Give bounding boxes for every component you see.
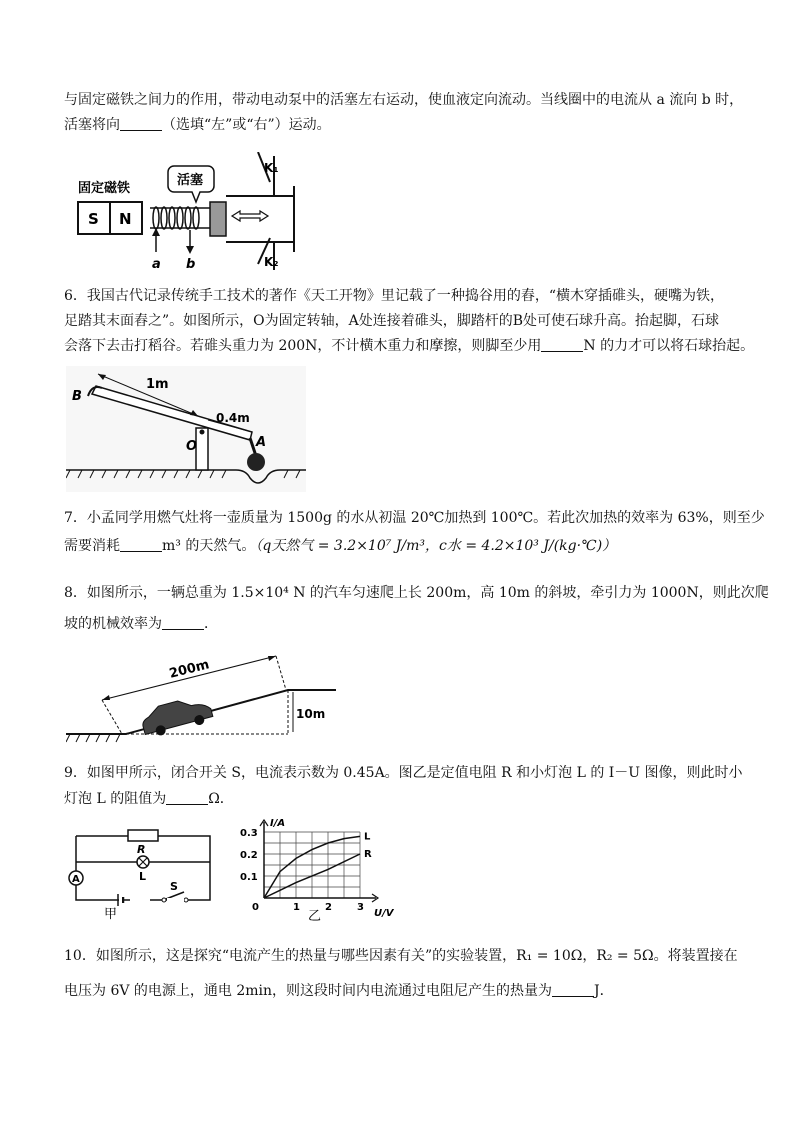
piston-label: 活塞	[177, 173, 204, 188]
y-tick-label: 0.3	[240, 828, 258, 839]
wire-a: a	[152, 257, 161, 270]
resistor-r	[128, 830, 158, 841]
q8-line1: 8．如图所示，一辆总重为 1.5×10⁴ N 的汽车匀速爬上长 200m，高 10m 的斜坡，牵引力为 1000N，则此次爬	[64, 585, 769, 601]
series-l-label: L	[364, 831, 371, 843]
point-o: O	[186, 439, 198, 454]
pump-figure	[74, 152, 304, 270]
length-04m: 0.4m	[216, 411, 250, 425]
graph-ticks	[240, 828, 364, 913]
s-pole: S	[88, 210, 99, 228]
switch-s	[166, 892, 184, 899]
q5-line1: 与固定磁铁之间力的作用，带动电动泵中的活塞左右运动，使血液定向流动。当线圈中的电流从 a 流向 b 时，	[64, 92, 744, 108]
double-arrow-icon	[232, 211, 268, 221]
iu-graph	[236, 812, 406, 924]
k2-label: K₂	[264, 255, 279, 269]
q6-line1: 6．我国古代记录传统手工技术的著作《天工开物》里记载了一种捣谷用的舂，“横木穿插碓头，硬嘴为铁，	[64, 288, 725, 304]
circuit-figure	[66, 826, 216, 920]
answer-blank[interactable]	[552, 982, 594, 997]
length-1m: 1m	[146, 377, 169, 392]
q9-line1: 9．如图甲所示，闭合开关 S，电流表示数为 0.45A。图乙是定值电阻 R 和小灯泡 L 的 I－U 图像，则此时小	[64, 765, 743, 781]
x-tick-label: 1	[293, 902, 300, 913]
q7-line2: 需要消耗 m³ 的天然气。（q天然气 = 3.2×10⁷ J/m³，c水 = 4.2×10³ J/(kg·℃)）	[64, 538, 617, 554]
graph-grid	[264, 832, 360, 898]
answer-blank[interactable]	[162, 615, 204, 630]
k1-label: K₁	[264, 161, 279, 175]
x-tick-label: 3	[357, 902, 364, 913]
q5-line2: 活塞将向 （选填“左”或“右”）运动。	[64, 117, 331, 133]
q8-line2: 坡的机械效率为 ．	[64, 616, 218, 632]
y-tick-label: 0.1	[240, 872, 258, 883]
x-tick-label: 2	[325, 902, 332, 913]
coil	[150, 207, 210, 229]
point-a: A	[256, 435, 267, 450]
point-b: B	[72, 389, 82, 404]
label-s: S	[170, 880, 178, 893]
lever-figure	[66, 366, 306, 492]
car-icon	[139, 693, 214, 739]
y-tick-label: 0.2	[240, 850, 258, 861]
label-a: A	[72, 874, 80, 885]
q10-line2: 电压为 6V 的电源上，通电 2min，则这段时间内电流通过电阻尼产生的热量为 J．	[64, 983, 614, 999]
caption-jia: 甲	[104, 907, 118, 920]
stone-ball	[247, 453, 265, 471]
slope-length: 200m	[167, 657, 211, 682]
q6-line3: 会落下去击打稻谷。若碓头重力为 200N，不计横木重力和摩擦，则脚至少用 N 的力才可以将石球抬起。	[64, 338, 755, 354]
x-axis-label: U/V	[374, 908, 394, 919]
slope-height: 10m	[296, 707, 326, 721]
answer-blank[interactable]	[120, 537, 162, 552]
magnet-label: 固定磁铁	[78, 181, 131, 196]
answer-blank[interactable]	[120, 116, 162, 131]
formula-constants: （q天然气 = 3.2×10⁷ J/m³，c水 = 4.2×10³ J/(kg·℃)）	[255, 538, 617, 554]
q7-line1: 7．小孟同学用燃气灶将一壶质量为 1500g 的水从初温 20℃加热到 100℃。若此次加热的效率为 63%，则至少	[64, 510, 765, 526]
y-axis-label: I/A	[270, 818, 286, 829]
caption-yi: 乙	[308, 909, 322, 924]
x-tick-label: 0	[252, 902, 259, 913]
piston	[210, 202, 226, 236]
n-pole: N	[119, 210, 132, 228]
q6-line2: 足踏其末面舂之”。如图所示，O为固定转轴，A处连接着碓头，脚踏杆的B处可使石球升高。抬起脚，石球	[64, 313, 720, 329]
q10-line1: 10．如图所示，这是探究“电流产生的热量与哪些因素有关”的实验装置，R₁ = 10Ω，R₂ = 5Ω。将装置接在	[64, 948, 738, 964]
answer-blank[interactable]	[541, 337, 583, 352]
q9-line2: 灯泡 L 的阻值为 Ω．	[64, 791, 234, 807]
wire-b: b	[186, 257, 196, 270]
slope-figure	[66, 652, 336, 744]
answer-blank[interactable]	[166, 790, 208, 805]
label-r: R	[137, 843, 146, 856]
label-l: L	[139, 870, 147, 883]
series-r-label: R	[364, 849, 372, 860]
